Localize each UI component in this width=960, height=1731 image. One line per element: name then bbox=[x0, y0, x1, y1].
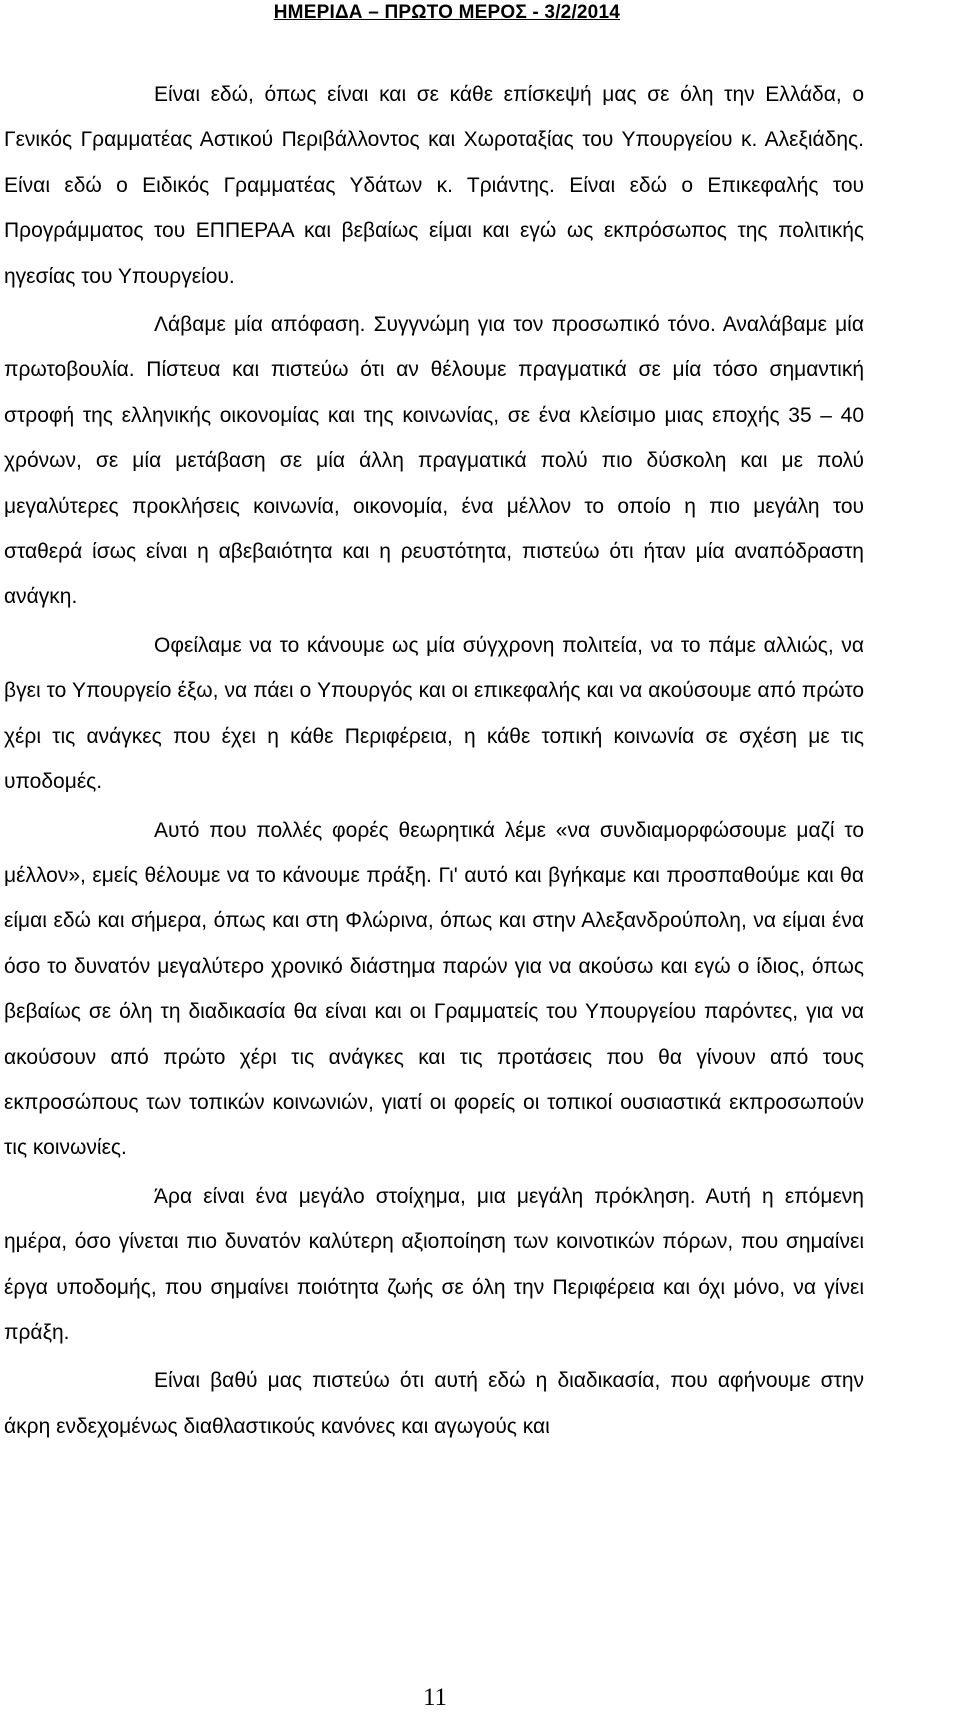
paragraph-1: Είναι εδώ, όπως είναι και σε κάθε επίσκεψή μας σε όλη την Ελλάδα, ο Γενικός Γραμματέας Αστικού Περιβάλλοντος και Χωροταξίας του Υπουργείου κ. Αλεξιάδης. Είναι εδώ ο Ειδικός Γραμματέας Υδάτων κ. Τριάντης. Είναι εδώ ο Επικεφαλής του Προγράμματος του ΕΠΠΕΡΑΑ και βεβαίως είμαι και εγώ ως εκπρόσωπος της πολιτικής ηγεσίας του Υπουργείου. bbox=[4, 83, 864, 288]
page-header-title: ΗΜΕΡΙΔΑ – ΠΡΩΤΟ ΜΕΡΟΣ - 3/2/2014 bbox=[273, 2, 620, 23]
document-body bbox=[4, 72, 864, 1449]
paragraph-6: Είναι βαθύ μας πιστεύω ότι αυτή εδώ η διαδικασία, που αφήνουμε στην άκρη ενδεχομένως διαθλαστικούς κανόνες και αγωγούς και bbox=[4, 1369, 864, 1438]
paragraph-2: Λάβαμε μία απόφαση. Συγγνώμη για τον προσωπικό τόνο. Αναλάβαμε μία πρωτοβουλία. Πίστευα και πιστεύω ότι αν θέλουμε πραγματικά σε μία τόσο σημαντική στροφή της ελληνικής οικονομίας και της κοινωνίας, σε ένα κλείσιμο μιας εποχής 35 – 40 χρόνων, σε μία μετάβαση σε μία άλλη πραγματικά πολύ πιο δύσκολη και με πολύ μεγαλύτερες προκλήσεις κοινωνία, οικονομία, ένα μέλλον το οποίο η πιο μεγάλη του σταθερά ίσως είναι η αβεβαιότητα και η ρευστότητα, πιστεύω ότι ήταν μία αναπόδραστη ανάγκη. bbox=[4, 313, 864, 609]
paragraph-4: Αυτό που πολλές φορές θεωρητικά λέμε «να συνδιαμορφώσουμε μαζί το μέλλον», εμείς θέλουμε να το κάνουμε πράξη. Γι' αυτό και βγήκαμε και προσπαθούμε και θα είμαι εδώ και σήμερα, όπως και στη Φλώρινα, όπως και στην Αλεξανδρούπολη, να είμαι ένα όσο το δυνατόν μεγαλύτερο χρονικό διάστημα παρών για να ακούσω και εγώ ο ίδιος, όπως βεβαίως σε όλη τη διαδικασία θα είναι και οι Γραμματείς του Υπουργείου παρόντες, για να ακούσουν από πρώτο χέρι τις ανάγκες και τις προτάσεις που θα γίνουν από τους εκπροσώπους των τοπικών κοινωνιών, γιατί οι φορείς οι τοπικοί ουσιαστικά εκπροσωπούν τις κοινωνίες. bbox=[4, 818, 864, 1160]
paragraph-5: Άρα είναι ένα μεγάλο στοίχημα, μια μεγάλη πρόκληση. Αυτή η επόμενη ημέρα, όσο γίνεται πιο δυνατόν καλύτερη αξιοποίηση των κοινοτικών πόρων, που σημαίνει έργα υποδομής, που σημαίνει ποιότητα ζωής σε όλη την Περιφέρεια και όχι μόνο, να γίνει πράξη. bbox=[4, 1184, 864, 1344]
page-number: 11 bbox=[422, 1684, 448, 1711]
paragraph-3: Οφείλαμε να το κάνουμε ως μία σύγχρονη πολιτεία, να το πάμε αλλιώς, να βγει το Υπουργείο έξω, να πάει ο Υπουργός και οι επικεφαλής και να ακούσουμε από πρώτο χέρι τις ανάγκες που έχει η κάθε Περιφέρεια, η κάθε τοπική κοινωνία σε σχέση με τις υποδομές. bbox=[4, 633, 864, 794]
